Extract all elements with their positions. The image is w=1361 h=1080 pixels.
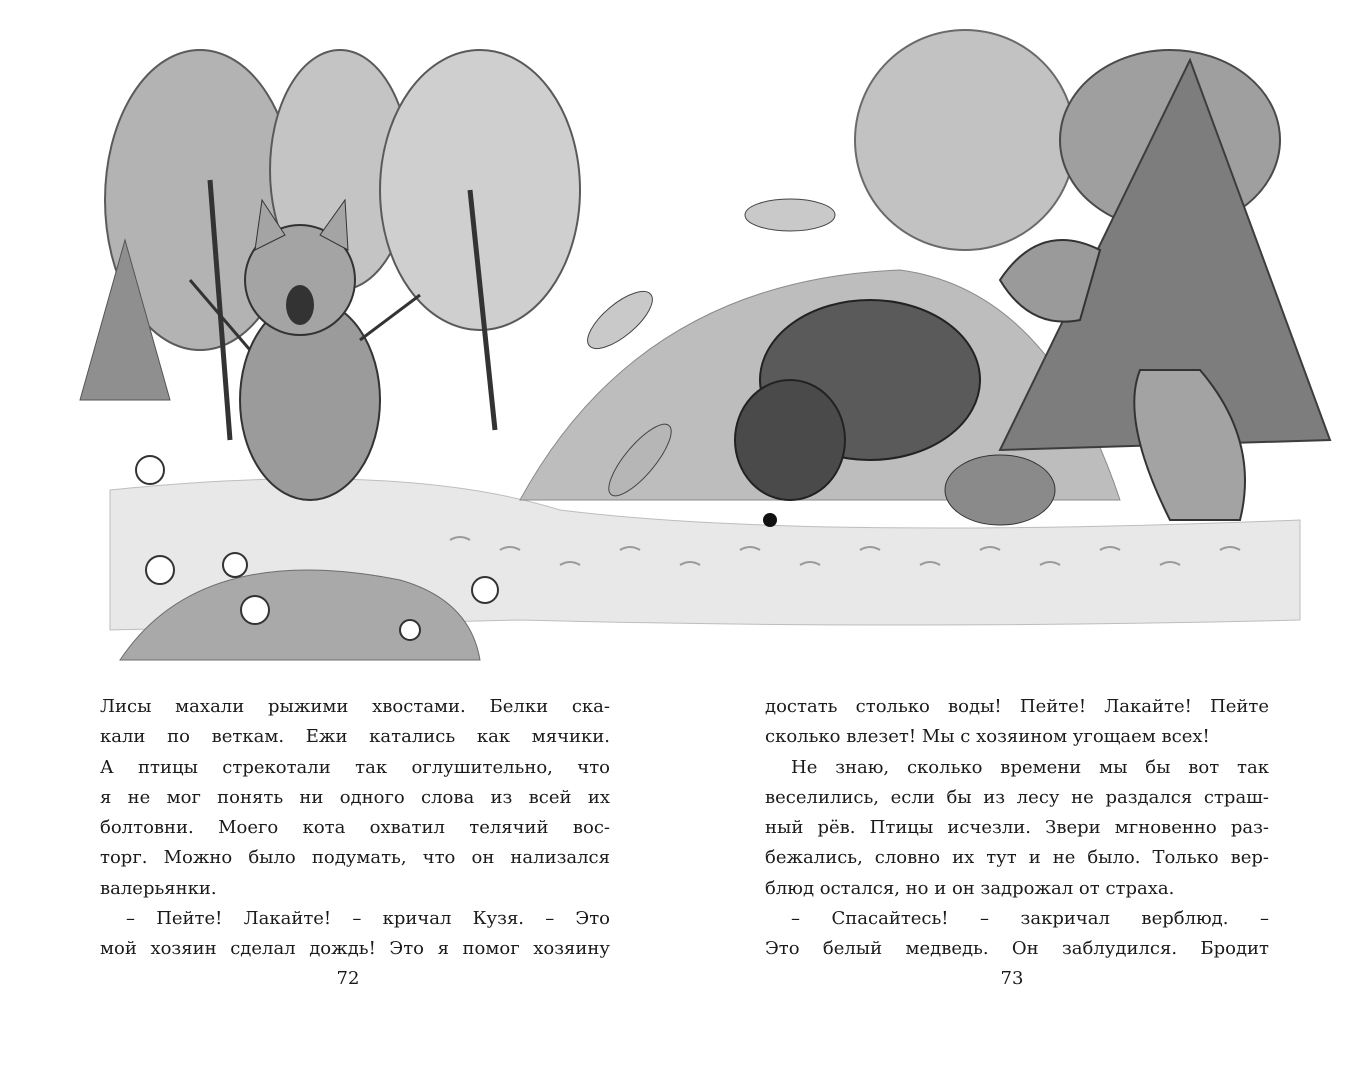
left-page-text bbox=[100, 692, 610, 965]
text-line: блюд остался, но и он задрожал от страха. bbox=[765, 877, 1175, 899]
text-line: ный рёв. Птицы исчезли. Звери мгновенно раз- bbox=[765, 817, 1269, 839]
text-line: мой хозяин сделал дождь! Это я помог хозяину bbox=[100, 938, 610, 960]
text-line: торг. Можно было подумать, что он нализался bbox=[100, 847, 610, 869]
text-line: Это белый медведь. Он заблудился. Бродит bbox=[765, 938, 1269, 960]
text-line: я не мог понять ни одного слова из всей их bbox=[100, 786, 610, 808]
forest-animals-illustration bbox=[0, 20, 1361, 670]
text-line: валерьянки. bbox=[100, 877, 217, 899]
text-line: достать столько воды! Пейте! Лакайте! Пейте bbox=[765, 696, 1269, 717]
page-number-right: 73 bbox=[1000, 968, 1024, 989]
page-number-left: 72 bbox=[336, 968, 360, 989]
text-line: Лисы махали рыжими хвостами. Белки ска- bbox=[100, 696, 610, 717]
text-line: болтовни. Моего кота охватил телячий вос- bbox=[100, 817, 610, 839]
text-line: кали по веткам. Ежи катались как мячики. bbox=[100, 726, 610, 748]
text-line: Не знаю, сколько времени мы бы вот так bbox=[791, 756, 1269, 778]
text-line: веселились, если бы из лесу не раздался страш- bbox=[765, 786, 1269, 808]
text-line: А птицы стрекотали так оглушительно, что bbox=[100, 756, 610, 778]
text-line: сколько влезет! Мы с хозяином угощаем всех! bbox=[765, 726, 1210, 748]
right-page-text bbox=[765, 692, 1269, 965]
text-line: – Спасайтесь! – закричал верблюд. – bbox=[791, 908, 1269, 930]
text-line: бежались, словно их тут и не было. Только вер- bbox=[765, 847, 1269, 869]
text-line: – Пейте! Лакайте! – кричал Кузя. – Это bbox=[126, 908, 610, 930]
